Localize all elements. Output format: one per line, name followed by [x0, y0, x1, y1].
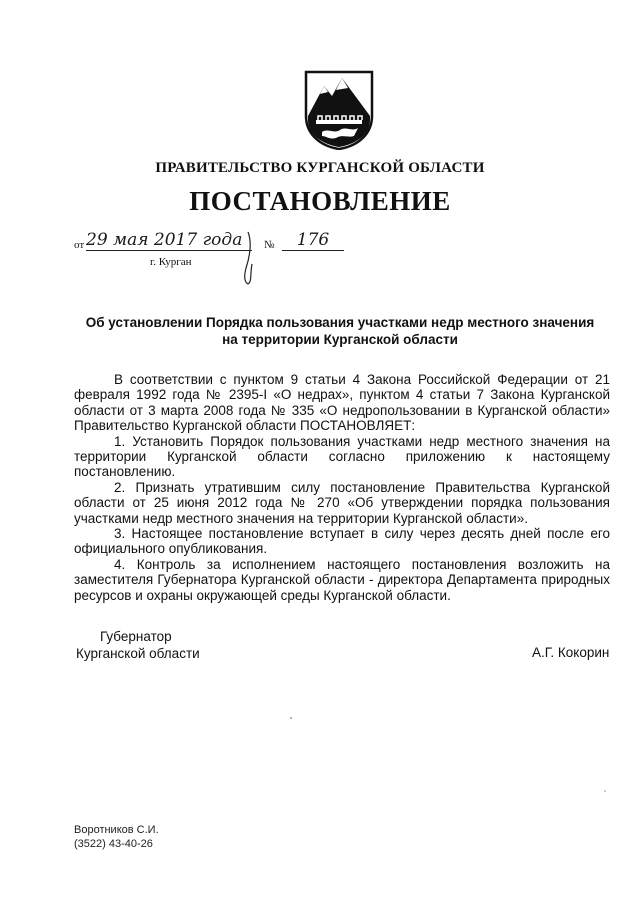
handwritten-number: 176	[282, 230, 344, 251]
scan-speck	[290, 717, 292, 719]
document-body	[74, 372, 610, 603]
organization-name: ПРАВИТЕЛЬСТВО КУРГАНСКОЙ ОБЛАСТИ	[155, 160, 485, 176]
clause-4: 4. Контроль за исполнением настоящего постановления возложить на заместителя Губернатора Курганской области - директора Департамента природных ресурсов и охраны окружающей среды Курганской области.	[74, 556, 610, 603]
executor-name: Воротников С.И.	[74, 824, 159, 836]
document-title	[70, 314, 610, 348]
coat-of-arms-icon	[302, 70, 376, 150]
handwritten-stroke	[230, 228, 270, 288]
position-line-2: Курганской области	[76, 646, 200, 661]
date-prefix: от	[74, 239, 85, 251]
number-sign: №	[264, 239, 275, 251]
title-line-1: Об установлении Порядка пользования участками недр местного значения	[85, 315, 595, 330]
signatory-name: А.Г. Кокорин	[532, 645, 610, 660]
executor-info	[74, 823, 159, 851]
scan-speck	[604, 790, 606, 792]
document-type-heading: ПОСТАНОВЛЕНИЕ	[189, 186, 451, 216]
preamble-paragraph: В соответствии с пунктом 9 статьи 4 Закона Российской Федерации от 21 февраля 1992 года № 2395-I «О недрах», пунктом 4 статьи 7 Закона Курганской области от 3 марта 2008 года № 335 «О недропользовании в Курганской области» Правительство Курганской области ПОСТАНОВЛЯЕТ:	[74, 372, 610, 434]
clause-3: 3. Настоящее постановление вступает в силу через десять дней после его официального опубликования.	[74, 526, 610, 557]
clause-2: 2. Признать утратившим силу постановление Правительства Курганской области от 25 июня 2012 года № 270 «Об утверждении порядка пользования участками недр местного значения на территории Курганской области».	[74, 479, 610, 526]
executor-phone: (3522) 43-40-26	[74, 838, 153, 850]
signatory-position	[76, 628, 200, 662]
clause-1: 1. Установить Порядок пользования участками недр местного значения на территории Курганской области согласно приложению к настоящему постановлению.	[74, 433, 610, 480]
handwritten-date: 29 мая 2017 года	[86, 230, 252, 251]
position-line-1: Губернатор	[100, 629, 172, 644]
title-line-2: на территории Курганской области	[222, 332, 458, 347]
city: г. Курган	[150, 256, 192, 268]
